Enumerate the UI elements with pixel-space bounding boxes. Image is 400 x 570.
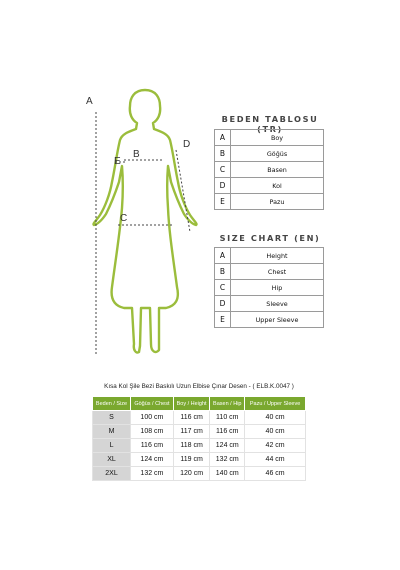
measure-cell: 118 cm [173, 439, 210, 453]
measure-label: Chest [231, 264, 324, 280]
measure-cell: 132 cm [131, 467, 174, 481]
en-chart-row [215, 280, 324, 296]
tr-chart-title: BEDEN TABLOSU (TR) [221, 114, 319, 134]
measure-label: Pazu [231, 194, 324, 210]
table-row [93, 453, 306, 467]
measure-cell: 140 cm [210, 467, 245, 481]
measure-key: E [215, 312, 231, 328]
size-cell: 2XL [93, 467, 131, 481]
measure-key: E [215, 194, 231, 210]
size-table-header: Basen / Hip [210, 397, 245, 411]
size-table-header: Beden / Size [93, 397, 131, 411]
measure-cell: 100 cm [131, 411, 174, 425]
tr-chart-row [215, 194, 324, 210]
measure-cell: 46 cm [245, 467, 306, 481]
dress-outline-illustration [80, 82, 210, 372]
measure-cell: 116 cm [210, 425, 245, 439]
table-row [93, 425, 306, 439]
size-table-header: Pazu / Upper Sleeve [245, 397, 306, 411]
size-table [92, 396, 306, 481]
measure-label: Height [231, 248, 324, 264]
label-e: E [114, 156, 121, 167]
en-chart-table [214, 247, 324, 328]
en-chart-title: SIZE CHART (EN) [219, 233, 321, 243]
label-a: A [86, 96, 93, 107]
size-table-header: Göğüs / Chest [131, 397, 174, 411]
table-row [93, 411, 306, 425]
measure-cell: 40 cm [245, 411, 306, 425]
tr-chart-table [214, 129, 324, 210]
measure-cell: 120 cm [173, 467, 210, 481]
size-cell: S [93, 411, 131, 425]
size-cell: L [93, 439, 131, 453]
en-chart-row [215, 296, 324, 312]
measure-cell: 119 cm [173, 453, 210, 467]
measure-cell: 40 cm [245, 425, 306, 439]
measure-key: B [215, 146, 231, 162]
size-table-title: Kısa Kol Şile Bezi Baskılı Uzun Elbise Çınar Desen - ( ELB.K.0047 ) [104, 383, 294, 390]
label-d: D [183, 139, 191, 150]
measure-label: Sleeve [231, 296, 324, 312]
label-c: C [120, 213, 128, 224]
en-chart-row [215, 264, 324, 280]
measure-label: Kol [231, 178, 324, 194]
size-table-header: Boy / Height [173, 397, 210, 411]
table-row [93, 439, 306, 453]
en-chart-row [215, 248, 324, 264]
measure-cell: 110 cm [210, 411, 245, 425]
measure-label: Boy [231, 130, 324, 146]
measure-cell: 132 cm [210, 453, 245, 467]
tr-chart-row [215, 162, 324, 178]
label-b: B [133, 149, 140, 160]
measure-key: A [215, 130, 231, 146]
measure-key: C [215, 280, 231, 296]
en-chart-row [215, 312, 324, 328]
tr-chart-row [215, 178, 324, 194]
measure-label: Hip [231, 280, 324, 296]
measure-cell: 124 cm [131, 453, 174, 467]
measure-key: A [215, 248, 231, 264]
measure-key: D [215, 178, 231, 194]
dress-silhouette [93, 90, 196, 353]
measure-label: Göğüs [231, 146, 324, 162]
measure-label: Upper Sleeve [231, 312, 324, 328]
measure-key: B [215, 264, 231, 280]
measure-cell: 116 cm [173, 411, 210, 425]
measure-key: D [215, 296, 231, 312]
measure-cell: 124 cm [210, 439, 245, 453]
dress-figure [80, 82, 210, 372]
measure-cell: 44 cm [245, 453, 306, 467]
measure-cell: 108 cm [131, 425, 174, 439]
tr-chart-row [215, 130, 324, 146]
table-row [93, 467, 306, 481]
measure-cell: 116 cm [131, 439, 174, 453]
measure-cell: 117 cm [173, 425, 210, 439]
size-cell: XL [93, 453, 131, 467]
measure-key: C [215, 162, 231, 178]
measure-cell: 42 cm [245, 439, 306, 453]
size-cell: M [93, 425, 131, 439]
measure-label: Basen [231, 162, 324, 178]
tr-chart-row [215, 146, 324, 162]
